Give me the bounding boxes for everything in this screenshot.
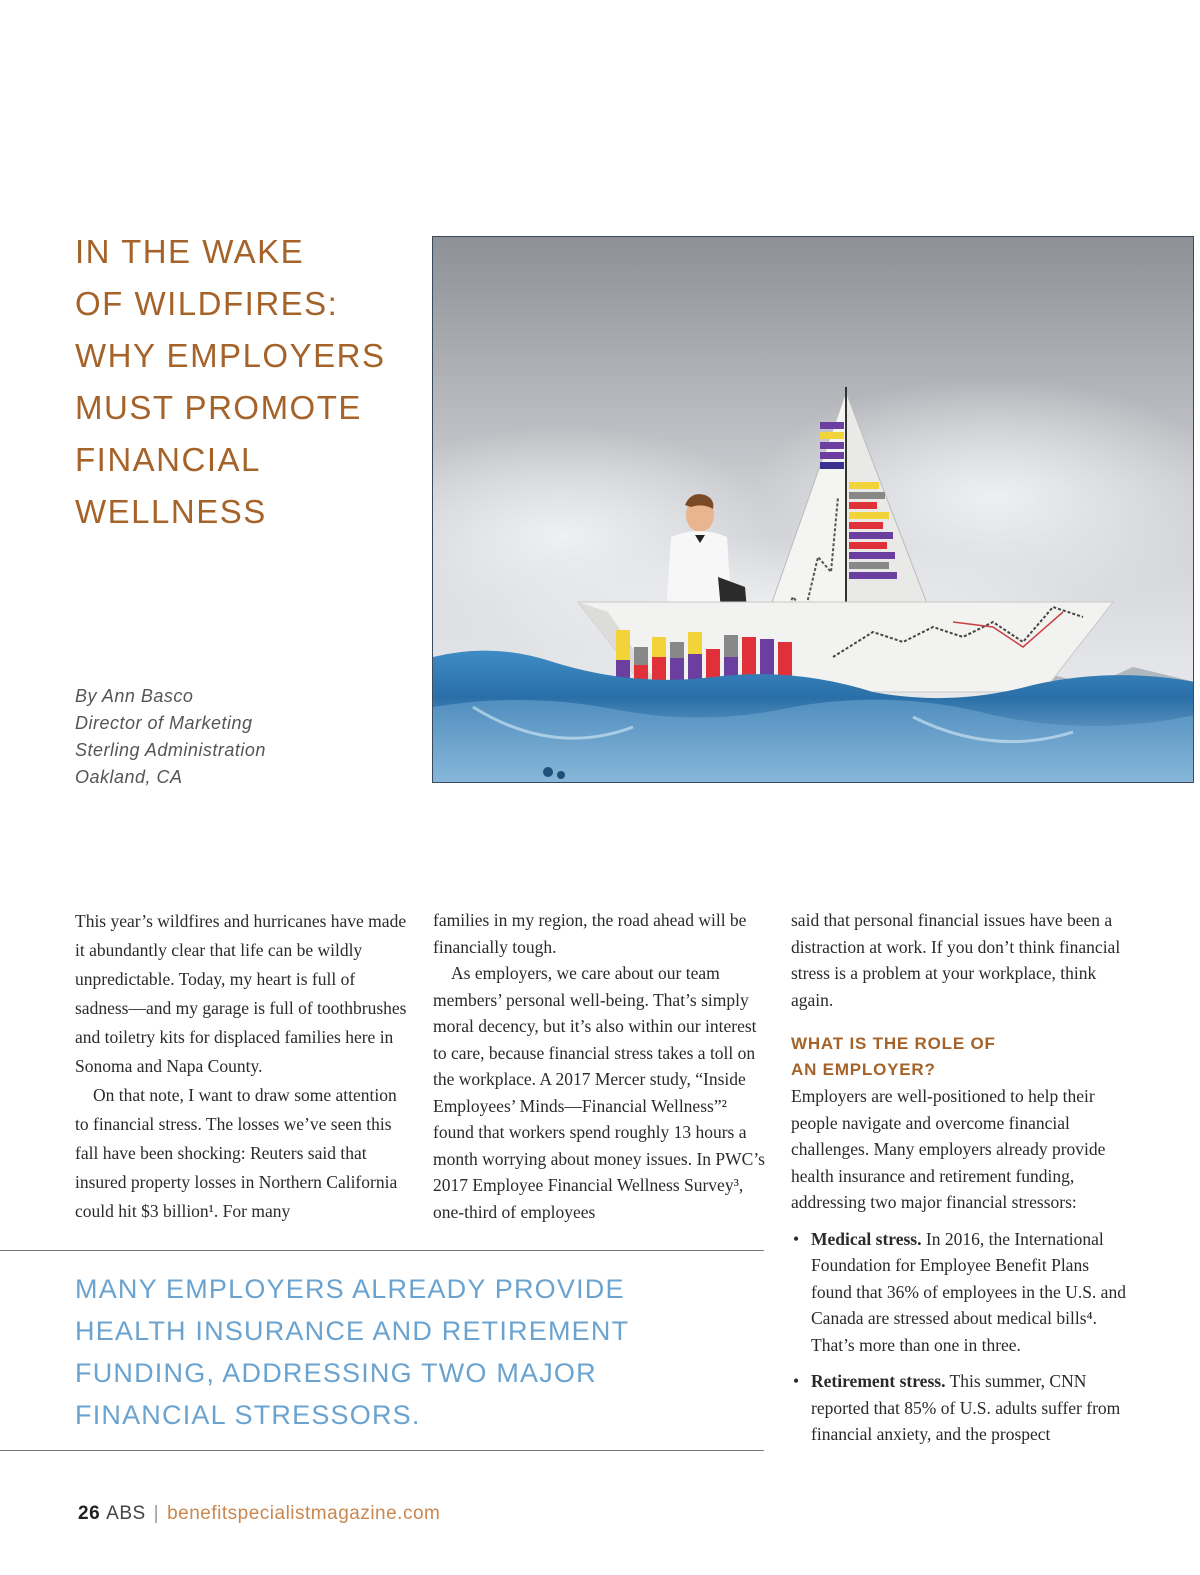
body-column-1 — [75, 907, 410, 1226]
magazine-url-link[interactable]: benefitspecialistmagazine.com — [167, 1503, 441, 1524]
paragraph: said that personal financial issues have been a distraction at work. If you don’t think financial stress is a problem at your workplace, think again. — [791, 910, 1121, 1010]
magazine-name: ABS — [106, 1503, 146, 1524]
article-photo — [432, 236, 1194, 783]
title-line: WELLNESS — [75, 493, 267, 530]
pull-quote-line: FINANCIAL STRESSORS. — [75, 1400, 421, 1430]
pullquote-top-rule — [0, 1250, 764, 1251]
body-column-2 — [433, 907, 768, 1225]
list-item — [791, 1226, 1126, 1359]
pull-quote-line: HEALTH INSURANCE AND RETIREMENT — [75, 1316, 630, 1346]
paragraph: As employers, we care about our team members’ personal well-being. That’s simply moral decency, but it’s also within our interest to care, because financial stress takes a toll on the workplace. A 2017 Mercer study, “Inside Employees’ Minds—Financial Wellness”² found that workers spend roughly 13 hours a month worrying about money issues. In PWC’s 2017 Employee Financial Wellness Survey³, one-third of employees — [433, 963, 765, 1222]
title-line: MUST PROMOTE — [75, 389, 362, 426]
bullet-list — [791, 1226, 1126, 1448]
paragraph: Employers are well-positioned to help their people navigate and overcome financial challenges. Many employers already provide health insurance and retirement funding, addressing two major financial stressors: — [791, 1086, 1106, 1212]
section-heading-line: WHAT IS THE ROLE OF — [791, 1034, 996, 1053]
pull-quote-line: FUNDING, ADDRESSING TWO MAJOR — [75, 1358, 597, 1388]
byline — [75, 683, 266, 791]
list-item-text: This summer, CNN reported that 85% of U.S. adults suffer from financial anxiety, and the prospect — [811, 1371, 1121, 1444]
pullquote-bottom-rule — [0, 1450, 764, 1451]
list-item-lead: Retirement stress. — [811, 1371, 946, 1391]
author-name: By Ann Basco — [75, 686, 194, 706]
page-number: 26 — [78, 1503, 101, 1524]
list-item — [791, 1368, 1126, 1448]
list-item-lead: Medical stress. — [811, 1228, 922, 1249]
paragraph: This year’s wildfires and hurricanes have made it abundantly clear that life can be wildly unpredictable. Today, my heart is full of sadness—and my garage is full of toothbrushes and toiletry kits for displaced families here in Sonoma and Napa County. — [75, 911, 407, 1076]
section-heading — [791, 1031, 1126, 1083]
page-footer — [78, 1503, 440, 1525]
title-line: WHY EMPLOYERS — [75, 337, 386, 374]
list-item-text: In 2016, the International Foundation for Employee Benefit Plans found that 36% of employees in the U.S. and Canada are stressed about medical bills⁴. That’s more than one in three. — [811, 1228, 1126, 1355]
title-line: IN THE WAKE — [75, 233, 305, 270]
author-role: Director of Marketing — [75, 713, 253, 733]
section-heading-line: AN EMPLOYER? — [791, 1060, 936, 1079]
title-line: OF WILDFIRES: — [75, 285, 339, 322]
article-title — [75, 226, 415, 538]
paragraph: On that note, I want to draw some attention to financial stress. The losses we’ve seen this fall have been shocking: Reuters said that insured property losses in Northern California could hit $3 billion¹. For many — [75, 1085, 398, 1221]
footer-separator: | — [153, 1503, 160, 1524]
author-company: Sterling Administration — [75, 740, 266, 760]
author-location: Oakland, CA — [75, 767, 183, 787]
paragraph: families in my region, the road ahead will be financially tough. — [433, 910, 747, 957]
pull-quote — [75, 1268, 715, 1436]
pull-quote-line: MANY EMPLOYERS ALREADY PROVIDE — [75, 1274, 625, 1304]
body-column-3 — [791, 907, 1126, 1458]
title-line: FINANCIAL — [75, 441, 261, 478]
